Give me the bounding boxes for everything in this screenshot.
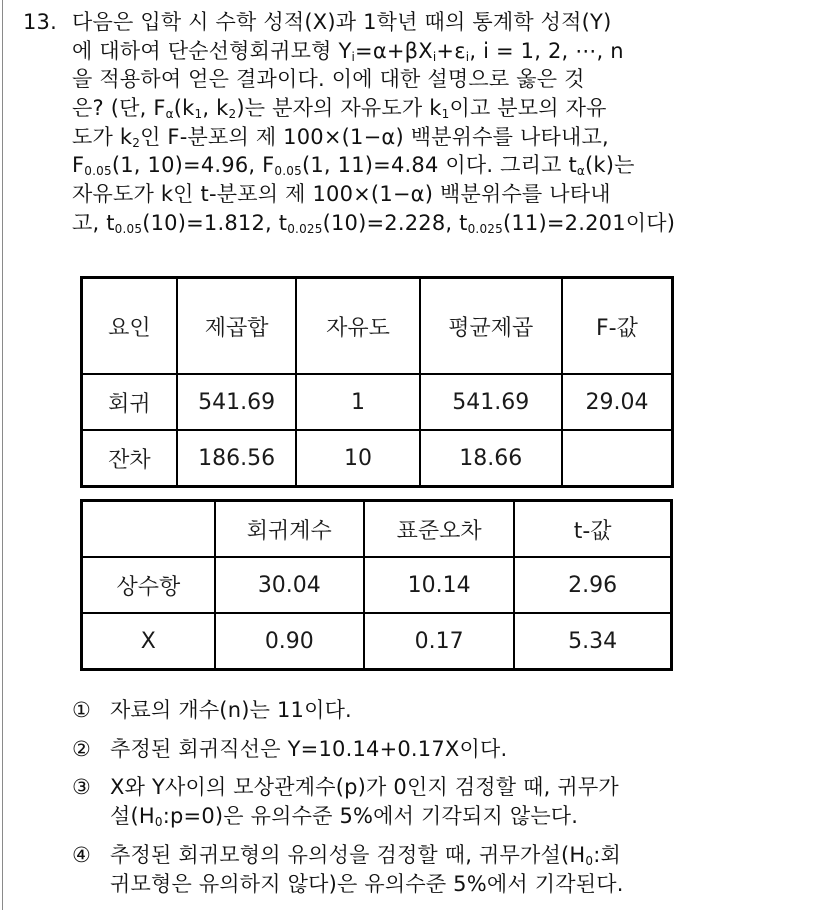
anova-header-cell: F-값 — [562, 278, 673, 375]
coef-cell: 5.34 — [514, 613, 671, 670]
subscript: α — [576, 164, 586, 179]
coef-cell: 상수항 — [82, 557, 215, 613]
stem-text: (10)=2.228, t — [322, 210, 468, 235]
subscript: 2 — [228, 107, 237, 122]
choice-marker: ④ — [72, 842, 92, 867]
question-number: 13. — [23, 10, 57, 34]
choice-text: 자료의 개수(n)는 11이다. — [110, 698, 352, 722]
subscript: i — [351, 49, 356, 64]
stem-text: 을 적용하여 얻은 결과이다. 이에 대한 설명으로 옳은 것 — [72, 67, 585, 92]
stem-text: (k — [173, 96, 195, 121]
stem-text: +ε — [436, 38, 466, 63]
subscript: α — [165, 107, 174, 122]
stem-text: 다음은 입학 시 수학 성적(X)과 1학년 때의 통계학 성적(Y) — [72, 10, 612, 34]
anova-cell: 회귀 — [82, 374, 177, 430]
coef-cell: 2.96 — [514, 557, 671, 613]
stem-text: 에 대하여 단순선형회귀모형 Y — [72, 38, 352, 63]
anova-header-cell: 제곱합 — [177, 278, 297, 375]
choice-text: 귀모형은 유의하지 않다)은 유의수준 5%에서 기각된다. — [110, 871, 624, 896]
anova-cell: 541.69 — [177, 374, 297, 430]
anova-cell: 10 — [296, 430, 419, 487]
stem-text: , i = 1, 2, ⋯, n — [469, 38, 624, 63]
subscript: 0.05 — [274, 164, 302, 179]
anova-cell — [562, 430, 673, 487]
answer-choices — [72, 696, 812, 908]
choice-text: :p=0)은 유의수준 5%에서 기각되지 않는다. — [162, 804, 579, 829]
anova-header-cell: 요인 — [82, 278, 177, 375]
choice-text: 추정된 회귀직선은 Y=10.14+0.17X이다. — [110, 736, 508, 761]
page-left-border — [2, 0, 3, 910]
stem-text: 인 F-분포의 제 100×(1−α) 백분위수를 나타내고, — [140, 124, 609, 149]
stem-text: , k — [202, 96, 229, 121]
stem-line-7 — [23, 180, 813, 209]
coef-header-row — [82, 501, 672, 558]
subscript: 1 — [194, 107, 203, 122]
subscript: 0.05 — [114, 221, 143, 236]
anova-cell: 잔차 — [82, 430, 177, 487]
subscript: 1 — [441, 107, 450, 122]
stem-text: =α+βX — [355, 38, 433, 63]
stem-text: (1, 10)=4.96, F — [111, 153, 275, 178]
coefficient-table — [80, 499, 673, 671]
coef-row-intercept — [82, 557, 672, 613]
anova-cell: 186.56 — [177, 430, 297, 487]
anova-cell: 1 — [296, 374, 419, 430]
subscript: 0.025 — [467, 221, 503, 236]
stem-line-2 — [23, 37, 813, 66]
subscript: 2 — [132, 135, 141, 150]
coef-header-cell: t-값 — [514, 501, 671, 558]
stem-text: 자유도가 k인 t-분포의 제 100×(1−α) 백분위수를 나타내 — [72, 182, 611, 207]
coef-header-cell — [82, 501, 215, 558]
stem-line-1 — [23, 8, 813, 37]
stem-line-6 — [23, 151, 813, 180]
stem-text: 은? (단, F — [72, 96, 166, 121]
stem-line-4 — [23, 94, 813, 123]
stem-text: 도가 k — [72, 124, 133, 149]
stem-text: (11)=2.201이다) — [502, 210, 676, 235]
anova-cell: 541.69 — [420, 374, 562, 430]
stem-text: 이고 분모의 자유 — [449, 96, 607, 121]
coef-row-x — [82, 613, 672, 670]
choice-2[interactable] — [72, 735, 812, 764]
choice-text: X와 Y사이의 모상관계수(p)가 0인지 검정할 때, 귀무가 — [110, 775, 619, 800]
choice-marker: ③ — [72, 775, 92, 800]
choice-4[interactable] — [72, 841, 812, 898]
anova-header-cell: 자유도 — [296, 278, 419, 375]
choice-marker: ① — [72, 698, 92, 722]
coef-cell: 0.90 — [215, 613, 364, 670]
subscript: 0 — [154, 815, 163, 830]
choice-3[interactable] — [72, 773, 812, 830]
coef-header-cell: 표준오차 — [364, 501, 514, 558]
coef-cell: 30.04 — [215, 557, 364, 613]
stem-text: F — [72, 153, 85, 178]
subscript: 0.025 — [287, 221, 323, 236]
stem-text: (10)=1.812, t — [142, 210, 288, 235]
choice-text: 추정된 회귀모형의 유의성을 검정할 때, 귀무가설(H — [110, 842, 586, 867]
choice-1[interactable] — [72, 696, 812, 725]
stem-text: (1, 11)=4.84 이다. 그리고 t — [301, 153, 577, 178]
anova-header-cell: 평균제곱 — [420, 278, 562, 375]
stem-line-5 — [23, 123, 813, 152]
stem-line-8 — [23, 209, 813, 238]
subscript: 0 — [585, 853, 594, 868]
anova-cell: 29.04 — [562, 374, 673, 430]
anova-header-row — [82, 278, 673, 375]
anova-cell: 18.66 — [420, 430, 562, 487]
stem-text: )는 분자의 자유도가 k — [236, 96, 442, 121]
question-stem — [23, 8, 813, 238]
coef-header-cell: 회귀계수 — [215, 501, 364, 558]
anova-row-residual — [82, 430, 673, 487]
anova-table — [80, 276, 674, 488]
subscript: 0.05 — [84, 164, 112, 179]
stem-line-3 — [23, 65, 813, 94]
subscript: i — [465, 49, 470, 64]
stem-text: (k)는 — [585, 153, 635, 178]
subscript: i — [432, 49, 437, 64]
coef-cell: X — [82, 613, 215, 670]
coef-cell: 10.14 — [364, 557, 514, 613]
anova-row-regression — [82, 374, 673, 430]
choice-text: :회 — [593, 842, 621, 867]
choice-marker: ② — [72, 736, 92, 761]
stem-text: 고, t — [72, 210, 115, 235]
choice-text: 설(H — [110, 804, 155, 829]
coef-cell: 0.17 — [364, 613, 514, 670]
